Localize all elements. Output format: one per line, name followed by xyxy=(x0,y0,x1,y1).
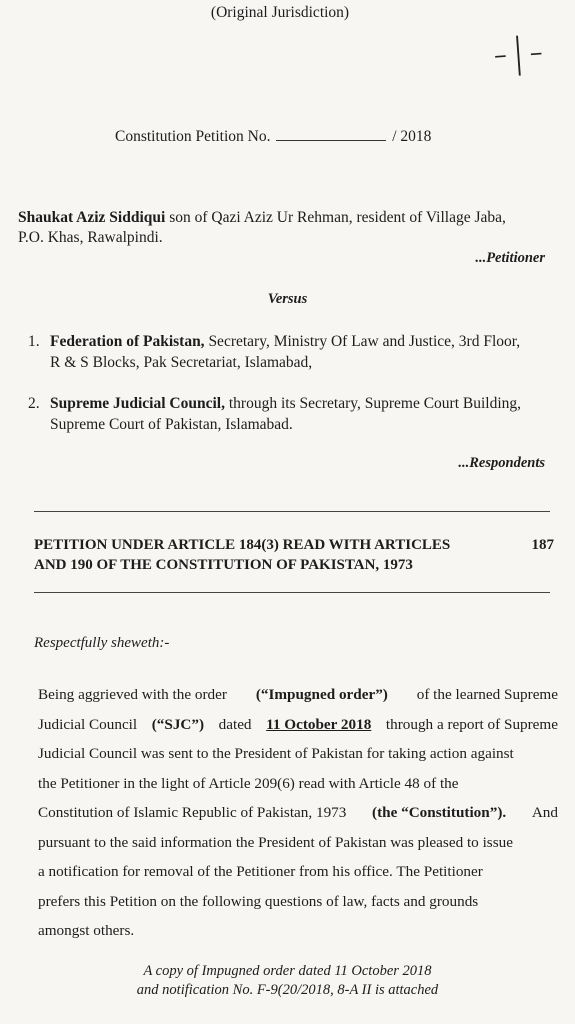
petition-number-blank xyxy=(276,128,386,141)
versus-label: Versus xyxy=(267,291,308,307)
respondent-name: Supreme Judicial Council, xyxy=(50,395,225,412)
body-text-bold: (“SJC”) xyxy=(151,715,205,733)
divider-bottom xyxy=(34,592,550,593)
petition-heading xyxy=(34,535,554,575)
petition-number-label: Constitution Petition No. xyxy=(115,128,271,145)
body-date-underlined: 11 October 2018 xyxy=(266,715,372,733)
petitioner-role: ...Petitioner xyxy=(475,250,545,266)
respondents-role: ...Respondents xyxy=(458,455,545,471)
respondent-line-2: Supreme Court of Pakistan, Islamabad. xyxy=(50,416,293,433)
body-text-segment: Constitution of Islamic Republic of Pakistan, 1973 xyxy=(38,804,347,821)
jurisdiction-heading: (Original Jurisdiction) xyxy=(210,4,350,21)
respondent-item-1 xyxy=(28,331,558,373)
body-line xyxy=(38,798,558,828)
body-text-segment: through a report of Supreme xyxy=(385,715,558,733)
body-line: the Petitioner in the light of Article 209(6) read with Article 48 of the xyxy=(38,774,459,792)
petitioner-line-1: son of Qazi Aziz Ur Rehman, resident of Village Jaba, xyxy=(169,209,506,226)
heading-line-2: AND 190 OF THE CONSTITUTION OF PAKISTAN, 1973 xyxy=(34,557,413,573)
body-text-bold: (“Impugned order”) xyxy=(255,686,388,703)
heading-line-1-end: 187 xyxy=(531,537,554,553)
respondent-line-1: through its Secretary, Supreme Court Building, xyxy=(224,395,522,412)
petition-number-line xyxy=(115,128,431,146)
body-line: pursuant to the said information the President of Pakistan was pleased to issue xyxy=(38,833,513,851)
body-line xyxy=(38,710,558,740)
handwritten-mark: -|- xyxy=(491,28,549,78)
petition-number-year: / 2018 xyxy=(392,128,432,145)
respondent-number: 2. xyxy=(28,395,40,412)
petitioner-details xyxy=(18,208,558,248)
attachment-note-line-2: and notification No. F-9(20/2018, 8-A II is attached xyxy=(136,982,439,998)
body-line: Judicial Council was sent to the President of Pakistan for taking action against xyxy=(38,745,514,762)
body-text-segment: Judicial Council xyxy=(38,715,138,733)
respondent-number: 1. xyxy=(28,333,40,350)
salutation: Respectfully sheweth:- xyxy=(34,635,170,651)
petitioner-line-2: P.O. Khas, Rawalpindi. xyxy=(18,229,163,246)
respondent-name: Federation of Pakistan, xyxy=(50,333,205,350)
attachment-note-line-1: A copy of Impugned order dated 11 October 2018 xyxy=(143,963,432,979)
attachment-note xyxy=(0,962,575,1000)
petition-body xyxy=(38,680,558,946)
body-line: amongst others. xyxy=(38,922,135,939)
respondent-item-2 xyxy=(28,393,558,435)
divider-top xyxy=(34,511,550,512)
heading-line-1: PETITION UNDER ARTICLE 184(3) READ WITH ARTICLES xyxy=(34,537,451,553)
petitioner-name: Shaukat Aziz Siddiqui xyxy=(18,209,166,226)
body-text-segment: of the learned Supreme xyxy=(416,686,558,703)
respondent-line-2: R & S Blocks, Pak Secretariat, Islamabad, xyxy=(50,354,313,371)
respondent-line-1: Secretary, Ministry Of Law and Justice, 3rd Floor, xyxy=(204,333,521,350)
body-line: prefers this Petition on the following questions of law, facts and grounds xyxy=(38,892,479,910)
body-text-segment: dated xyxy=(218,715,252,733)
body-text-segment: And xyxy=(531,804,558,821)
body-text-bold: (the “Constitution”). xyxy=(372,804,507,821)
body-text-segment: Being aggrieved with the order xyxy=(38,686,227,703)
body-line: a notification for removal of the Petitioner from his office. The Petitioner xyxy=(38,863,483,880)
body-line xyxy=(38,680,558,710)
